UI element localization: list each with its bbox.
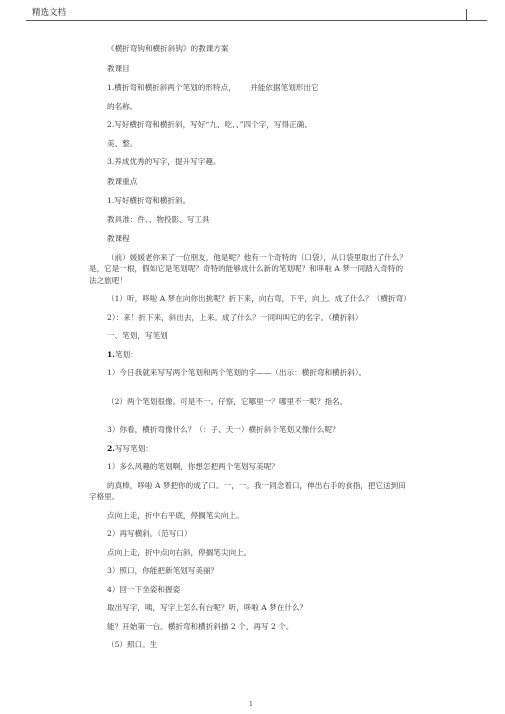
paragraph-text: 点向上走，折中点向右斜，停搁笔尖向上。 (107, 547, 252, 557)
paragraph-text: 的名称。 (107, 101, 138, 111)
paragraph-line (107, 621, 407, 633)
paragraph-line (107, 528, 407, 540)
paragraph-text: （前）媛媛老你来了一位朋友，他是呢？他有一个奇特的（口袋），从口袋里取出了什么？是，它是一根，假如它是笔划呢？奇特的能够成什么新的笔划呢？和哆啦 A 梦一同踏入奇特的法之旅吧！ (89, 252, 407, 285)
section-number: 2. (107, 443, 115, 453)
paragraph-line (107, 312, 407, 324)
paragraph-text: 4）回一下坐姿和握姿 (107, 584, 181, 594)
paragraph-line (89, 480, 407, 503)
document-body (89, 43, 411, 651)
paragraph-text: 2）：来！折下来，斜出去，上来。成了什么？一同叫叫它的名字。（横折斜） (107, 312, 363, 322)
paragraph-line (107, 156, 407, 168)
paragraph-text: 的真棒，哆啦 A 梦把你的成了口。一，一。我一同念着口，伸出右手的食指，把它送到田字格里。 (89, 480, 406, 501)
paragraph-text: 教课程 (107, 234, 130, 243)
paragraph-text: 点向上走，折中右平底，停搁笔尖向上。 (107, 510, 244, 520)
paragraph-line (107, 424, 407, 436)
paragraph-line (107, 602, 407, 614)
paragraph-text: 3）照口，你能把新笔划写美丽？ (107, 566, 219, 575)
paragraph-text: 教课重点 (107, 176, 138, 186)
section-number: 1. (107, 349, 115, 359)
paragraph-text: 1.横折弯和横折斜两个笔划的形特点， 并能依据笔划形出它 (107, 83, 319, 92)
paragraph-line (107, 396, 407, 408)
paragraph-text: 1）今日我就来写写两个笔划和两个笔划的字——（出示：横折弯和横折斜）。 (107, 368, 367, 377)
paragraph-line (89, 252, 407, 287)
paragraph-line (107, 330, 407, 342)
paragraph-text: 3.养成优秀的写字，提升写字趣。 (107, 157, 221, 166)
paragraph-text: 2.写好横折弯和横折斜，写好“九、吃、、”四个字，写得正确、 (107, 120, 312, 129)
paragraph-line (107, 63, 407, 75)
paragraph-text: 教课目 (107, 63, 130, 73)
paragraph-text: 2）再写横斜。（范写口） (107, 529, 192, 538)
paragraph-line (107, 233, 407, 245)
paragraph-line (107, 639, 407, 651)
paragraph-line (107, 565, 407, 577)
paragraph-line (107, 349, 407, 361)
paragraph-text: 教具准：件、、物投影、写工具 (107, 214, 210, 224)
paragraph-line (107, 119, 407, 131)
paragraph-line (107, 176, 407, 188)
paragraph-text: 写写笔划： (114, 443, 153, 453)
paragraph-line (107, 367, 407, 379)
paragraph-text: 1）多么风趣的笔划啊，你想怎把两个笔划写美呢？ (107, 462, 279, 471)
paragraph-text: 1.写好横折弯和横折斜。 (107, 196, 191, 205)
paragraph-line (107, 584, 407, 596)
paragraph-line (107, 82, 407, 94)
paragraph-text: 能？开始第一台。横折弯和横折斜描 2 个，再写 2 个。 (107, 621, 294, 631)
paragraph-text: 3）你看，横折弯像什么？（：子、天一）横折斜个笔划又像什么呢？ (107, 425, 340, 434)
paragraph-text: （2）两个笔划很像。可是不一。仔察，它哪里一？哪里不一呢？指名。 (107, 396, 348, 406)
paragraph-text: 美、整。 (107, 138, 138, 148)
paragraph-text: 笔划： (114, 349, 138, 359)
header-rule (26, 20, 487, 21)
paragraph-text: 取出写字，咦，写字上怎么有台呢？听，哆啦 A 梦在什么？ (107, 603, 308, 612)
header-label: 精选文档 (32, 8, 67, 18)
header-tick (466, 9, 467, 20)
paragraph-text: 《横折弯钩和横折斜钩》的教课方案 (107, 44, 229, 53)
paragraph-line (107, 510, 407, 522)
paragraph-line (89, 293, 411, 305)
paragraph-line (107, 547, 407, 559)
paragraph-text: 一、笔划，写笔划 (107, 331, 168, 340)
page-number: 1 (249, 701, 253, 708)
paragraph-line (107, 195, 407, 207)
paragraph-line (107, 138, 407, 150)
paragraph-line (107, 43, 407, 55)
paragraph-line (107, 214, 407, 226)
paragraph-text: （5）照口。生 (107, 640, 158, 649)
paragraph-line (107, 101, 407, 113)
paragraph-text: （1）听，哆啦 A 梦在向你出挑呢？折下来，向右弯，下平，向上。成了什么？（横折弯） (107, 294, 411, 303)
paragraph-line (107, 443, 407, 455)
paragraph-line (107, 461, 407, 473)
